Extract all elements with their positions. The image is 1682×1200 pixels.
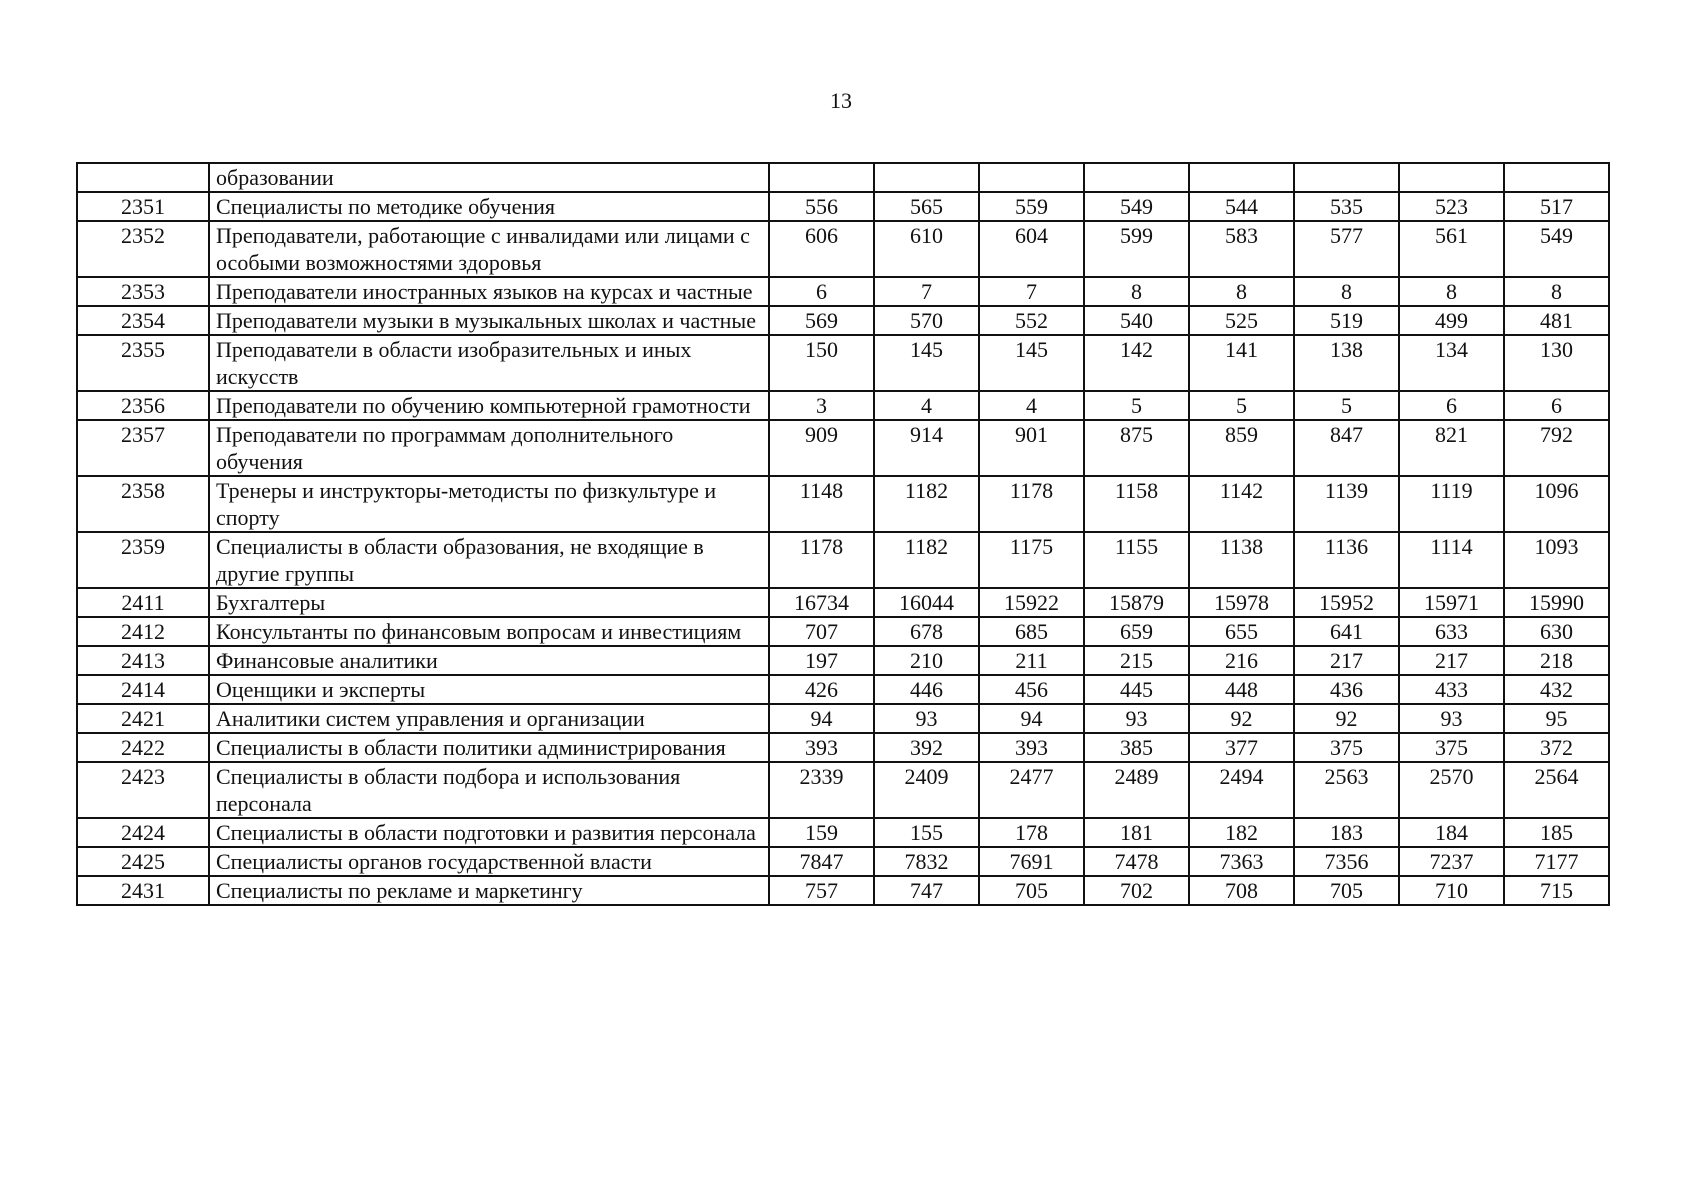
value-cell: 7 bbox=[874, 277, 979, 306]
value-cell: 569 bbox=[769, 306, 874, 335]
table-row bbox=[77, 192, 1609, 221]
occupation-code-cell: 2423 bbox=[77, 762, 209, 818]
value-cell: 445 bbox=[1084, 675, 1189, 704]
occupation-name-cell: Специалисты органов государственной власти bbox=[209, 847, 769, 876]
value-cell: 145 bbox=[979, 335, 1084, 391]
occupation-code-cell: 2425 bbox=[77, 847, 209, 876]
table-row bbox=[77, 762, 1609, 818]
occupation-name-cell: образовании bbox=[209, 163, 769, 192]
occupation-name-cell: Преподаватели, работающие с инвалидами или лицами с особыми возможностями здоровья bbox=[209, 221, 769, 277]
value-cell: 549 bbox=[1084, 192, 1189, 221]
table-row bbox=[77, 876, 1609, 905]
value-cell: 15971 bbox=[1399, 588, 1504, 617]
occupation-code-cell: 2359 bbox=[77, 532, 209, 588]
value-cell: 145 bbox=[874, 335, 979, 391]
occupation-name-cell: Консультанты по финансовым вопросам и инвестициям bbox=[209, 617, 769, 646]
value-cell: 715 bbox=[1504, 876, 1609, 905]
value-cell: 559 bbox=[979, 192, 1084, 221]
value-cell bbox=[1399, 163, 1504, 192]
occupation-code-cell: 2422 bbox=[77, 733, 209, 762]
value-cell: 94 bbox=[769, 704, 874, 733]
occupation-code-cell: 2351 bbox=[77, 192, 209, 221]
occupation-code-cell: 2357 bbox=[77, 420, 209, 476]
value-cell: 6 bbox=[1504, 391, 1609, 420]
value-cell: 1114 bbox=[1399, 532, 1504, 588]
occupation-name-cell: Финансовые аналитики bbox=[209, 646, 769, 675]
value-cell: 217 bbox=[1294, 646, 1399, 675]
value-cell: 702 bbox=[1084, 876, 1189, 905]
occupation-name-cell: Специалисты в области образования, не входящие в другие группы bbox=[209, 532, 769, 588]
value-cell: 604 bbox=[979, 221, 1084, 277]
value-cell: 3 bbox=[769, 391, 874, 420]
occupation-name-cell: Бухгалтеры bbox=[209, 588, 769, 617]
value-cell: 215 bbox=[1084, 646, 1189, 675]
table-row bbox=[77, 617, 1609, 646]
occupation-code-cell: 2354 bbox=[77, 306, 209, 335]
value-cell: 134 bbox=[1399, 335, 1504, 391]
value-cell: 184 bbox=[1399, 818, 1504, 847]
value-cell: 1178 bbox=[979, 476, 1084, 532]
value-cell: 217 bbox=[1399, 646, 1504, 675]
value-cell: 7847 bbox=[769, 847, 874, 876]
value-cell: 641 bbox=[1294, 617, 1399, 646]
value-cell: 150 bbox=[769, 335, 874, 391]
table-row bbox=[77, 704, 1609, 733]
value-cell: 15922 bbox=[979, 588, 1084, 617]
value-cell: 15990 bbox=[1504, 588, 1609, 617]
table-row bbox=[77, 277, 1609, 306]
value-cell: 633 bbox=[1399, 617, 1504, 646]
value-cell: 5 bbox=[1189, 391, 1294, 420]
value-cell bbox=[979, 163, 1084, 192]
value-cell: 792 bbox=[1504, 420, 1609, 476]
value-cell: 8 bbox=[1399, 277, 1504, 306]
value-cell: 875 bbox=[1084, 420, 1189, 476]
value-cell: 426 bbox=[769, 675, 874, 704]
occupation-name-cell: Специалисты по рекламе и маркетингу bbox=[209, 876, 769, 905]
occupation-code-cell bbox=[77, 163, 209, 192]
value-cell: 901 bbox=[979, 420, 1084, 476]
value-cell: 16044 bbox=[874, 588, 979, 617]
value-cell: 7237 bbox=[1399, 847, 1504, 876]
value-cell bbox=[1189, 163, 1294, 192]
occupation-name-cell: Тренеры и инструкторы-методисты по физкультуре и спорту bbox=[209, 476, 769, 532]
value-cell: 393 bbox=[769, 733, 874, 762]
occupation-name-cell: Специалисты в области политики администрирования bbox=[209, 733, 769, 762]
value-cell: 182 bbox=[1189, 818, 1294, 847]
occupation-name-cell: Преподаватели в области изобразительных и иных искусств bbox=[209, 335, 769, 391]
value-cell: 859 bbox=[1189, 420, 1294, 476]
occupation-name-cell: Преподаватели по обучению компьютерной грамотности bbox=[209, 391, 769, 420]
value-cell: 4 bbox=[874, 391, 979, 420]
value-cell: 2489 bbox=[1084, 762, 1189, 818]
value-cell: 519 bbox=[1294, 306, 1399, 335]
value-cell: 385 bbox=[1084, 733, 1189, 762]
value-cell: 216 bbox=[1189, 646, 1294, 675]
value-cell: 685 bbox=[979, 617, 1084, 646]
occupation-code-cell: 2413 bbox=[77, 646, 209, 675]
value-cell: 8 bbox=[1294, 277, 1399, 306]
occupation-code-cell: 2431 bbox=[77, 876, 209, 905]
value-cell: 708 bbox=[1189, 876, 1294, 905]
value-cell: 8 bbox=[1504, 277, 1609, 306]
occupation-code-cell: 2421 bbox=[77, 704, 209, 733]
value-cell bbox=[769, 163, 874, 192]
occupation-name-cell: Специалисты в области подбора и использования персонала bbox=[209, 762, 769, 818]
value-cell: 757 bbox=[769, 876, 874, 905]
table-row bbox=[77, 847, 1609, 876]
value-cell: 5 bbox=[1084, 391, 1189, 420]
value-cell: 1182 bbox=[874, 476, 979, 532]
value-cell: 456 bbox=[979, 675, 1084, 704]
value-cell: 7 bbox=[979, 277, 1084, 306]
value-cell: 6 bbox=[1399, 391, 1504, 420]
value-cell: 2339 bbox=[769, 762, 874, 818]
occupation-name-cell: Аналитики систем управления и организации bbox=[209, 704, 769, 733]
value-cell: 178 bbox=[979, 818, 1084, 847]
value-cell: 446 bbox=[874, 675, 979, 704]
value-cell: 433 bbox=[1399, 675, 1504, 704]
value-cell: 377 bbox=[1189, 733, 1294, 762]
value-cell: 535 bbox=[1294, 192, 1399, 221]
value-cell: 1158 bbox=[1084, 476, 1189, 532]
occupation-name-cell: Преподаватели по программам дополнительного обучения bbox=[209, 420, 769, 476]
table-row bbox=[77, 335, 1609, 391]
value-cell: 1096 bbox=[1504, 476, 1609, 532]
table-row bbox=[77, 646, 1609, 675]
value-cell: 159 bbox=[769, 818, 874, 847]
value-cell bbox=[1084, 163, 1189, 192]
table-row bbox=[77, 391, 1609, 420]
value-cell: 707 bbox=[769, 617, 874, 646]
value-cell: 909 bbox=[769, 420, 874, 476]
value-cell: 610 bbox=[874, 221, 979, 277]
value-cell: 549 bbox=[1504, 221, 1609, 277]
value-cell: 93 bbox=[1399, 704, 1504, 733]
occupation-code-cell: 2352 bbox=[77, 221, 209, 277]
value-cell: 7363 bbox=[1189, 847, 1294, 876]
occupation-code-cell: 2412 bbox=[77, 617, 209, 646]
value-cell: 392 bbox=[874, 733, 979, 762]
value-cell: 561 bbox=[1399, 221, 1504, 277]
occupation-name-cell: Специалисты в области подготовки и развития персонала bbox=[209, 818, 769, 847]
value-cell: 432 bbox=[1504, 675, 1609, 704]
value-cell bbox=[1504, 163, 1609, 192]
value-cell: 15978 bbox=[1189, 588, 1294, 617]
value-cell: 93 bbox=[1084, 704, 1189, 733]
value-cell: 375 bbox=[1294, 733, 1399, 762]
value-cell: 481 bbox=[1504, 306, 1609, 335]
value-cell: 393 bbox=[979, 733, 1084, 762]
value-cell: 1148 bbox=[769, 476, 874, 532]
table-row bbox=[77, 532, 1609, 588]
value-cell bbox=[1294, 163, 1399, 192]
value-cell: 847 bbox=[1294, 420, 1399, 476]
value-cell: 1119 bbox=[1399, 476, 1504, 532]
value-cell: 93 bbox=[874, 704, 979, 733]
value-cell: 577 bbox=[1294, 221, 1399, 277]
value-cell: 436 bbox=[1294, 675, 1399, 704]
table-row bbox=[77, 306, 1609, 335]
value-cell: 544 bbox=[1189, 192, 1294, 221]
value-cell: 659 bbox=[1084, 617, 1189, 646]
value-cell: 1175 bbox=[979, 532, 1084, 588]
value-cell: 141 bbox=[1189, 335, 1294, 391]
value-cell: 2494 bbox=[1189, 762, 1294, 818]
occupation-code-cell: 2358 bbox=[77, 476, 209, 532]
occupation-name-cell: Преподаватели музыки в музыкальных школах и частные bbox=[209, 306, 769, 335]
value-cell: 92 bbox=[1294, 704, 1399, 733]
value-cell bbox=[874, 163, 979, 192]
value-cell: 6 bbox=[769, 277, 874, 306]
occupation-code-cell: 2411 bbox=[77, 588, 209, 617]
value-cell: 375 bbox=[1399, 733, 1504, 762]
value-cell: 705 bbox=[1294, 876, 1399, 905]
value-cell: 218 bbox=[1504, 646, 1609, 675]
value-cell: 565 bbox=[874, 192, 979, 221]
occupation-name-cell: Оценщики и эксперты bbox=[209, 675, 769, 704]
value-cell: 525 bbox=[1189, 306, 1294, 335]
table-row bbox=[77, 588, 1609, 617]
value-cell: 2477 bbox=[979, 762, 1084, 818]
value-cell: 821 bbox=[1399, 420, 1504, 476]
value-cell: 705 bbox=[979, 876, 1084, 905]
value-cell: 183 bbox=[1294, 818, 1399, 847]
value-cell: 523 bbox=[1399, 192, 1504, 221]
table-row bbox=[77, 221, 1609, 277]
table-row bbox=[77, 675, 1609, 704]
value-cell: 540 bbox=[1084, 306, 1189, 335]
value-cell: 630 bbox=[1504, 617, 1609, 646]
value-cell: 1178 bbox=[769, 532, 874, 588]
table-row bbox=[77, 163, 1609, 192]
value-cell: 7177 bbox=[1504, 847, 1609, 876]
value-cell: 372 bbox=[1504, 733, 1609, 762]
value-cell: 556 bbox=[769, 192, 874, 221]
value-cell: 1093 bbox=[1504, 532, 1609, 588]
value-cell: 2409 bbox=[874, 762, 979, 818]
table-body bbox=[77, 163, 1609, 905]
value-cell: 2570 bbox=[1399, 762, 1504, 818]
value-cell: 142 bbox=[1084, 335, 1189, 391]
value-cell: 599 bbox=[1084, 221, 1189, 277]
value-cell: 7478 bbox=[1084, 847, 1189, 876]
occupation-code-cell: 2424 bbox=[77, 818, 209, 847]
value-cell: 5 bbox=[1294, 391, 1399, 420]
page-number: 13 bbox=[830, 88, 852, 113]
value-cell: 606 bbox=[769, 221, 874, 277]
value-cell: 4 bbox=[979, 391, 1084, 420]
value-cell: 211 bbox=[979, 646, 1084, 675]
value-cell: 7832 bbox=[874, 847, 979, 876]
value-cell: 2564 bbox=[1504, 762, 1609, 818]
value-cell: 15952 bbox=[1294, 588, 1399, 617]
value-cell: 7356 bbox=[1294, 847, 1399, 876]
value-cell: 1182 bbox=[874, 532, 979, 588]
value-cell: 8 bbox=[1084, 277, 1189, 306]
value-cell: 15879 bbox=[1084, 588, 1189, 617]
value-cell: 1138 bbox=[1189, 532, 1294, 588]
value-cell: 197 bbox=[769, 646, 874, 675]
value-cell: 448 bbox=[1189, 675, 1294, 704]
value-cell: 8 bbox=[1189, 277, 1294, 306]
value-cell: 499 bbox=[1399, 306, 1504, 335]
table-row bbox=[77, 733, 1609, 762]
value-cell: 710 bbox=[1399, 876, 1504, 905]
occupation-statistics-table bbox=[76, 162, 1610, 906]
occupation-code-cell: 2355 bbox=[77, 335, 209, 391]
value-cell: 570 bbox=[874, 306, 979, 335]
value-cell: 678 bbox=[874, 617, 979, 646]
table-row bbox=[77, 420, 1609, 476]
value-cell: 583 bbox=[1189, 221, 1294, 277]
occupation-code-cell: 2353 bbox=[77, 277, 209, 306]
value-cell: 94 bbox=[979, 704, 1084, 733]
value-cell: 517 bbox=[1504, 192, 1609, 221]
value-cell: 1139 bbox=[1294, 476, 1399, 532]
occupation-code-cell: 2414 bbox=[77, 675, 209, 704]
value-cell: 181 bbox=[1084, 818, 1189, 847]
value-cell: 2563 bbox=[1294, 762, 1399, 818]
value-cell: 655 bbox=[1189, 617, 1294, 646]
value-cell: 16734 bbox=[769, 588, 874, 617]
value-cell: 1142 bbox=[1189, 476, 1294, 532]
value-cell: 1155 bbox=[1084, 532, 1189, 588]
table-row bbox=[77, 476, 1609, 532]
value-cell: 552 bbox=[979, 306, 1084, 335]
value-cell: 155 bbox=[874, 818, 979, 847]
occupation-name-cell: Специалисты по методике обучения bbox=[209, 192, 769, 221]
value-cell: 130 bbox=[1504, 335, 1609, 391]
value-cell: 138 bbox=[1294, 335, 1399, 391]
value-cell: 92 bbox=[1189, 704, 1294, 733]
value-cell: 185 bbox=[1504, 818, 1609, 847]
table-row bbox=[77, 818, 1609, 847]
value-cell: 914 bbox=[874, 420, 979, 476]
value-cell: 747 bbox=[874, 876, 979, 905]
value-cell: 7691 bbox=[979, 847, 1084, 876]
value-cell: 210 bbox=[874, 646, 979, 675]
value-cell: 95 bbox=[1504, 704, 1609, 733]
occupation-code-cell: 2356 bbox=[77, 391, 209, 420]
value-cell: 1136 bbox=[1294, 532, 1399, 588]
occupation-name-cell: Преподаватели иностранных языков на курсах и частные bbox=[209, 277, 769, 306]
